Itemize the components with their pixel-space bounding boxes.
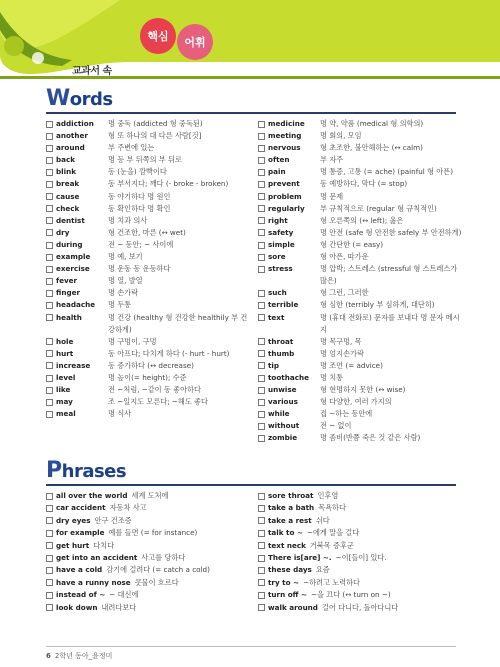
phrase-meaning: 안구 건조증 (94, 515, 132, 525)
word-term: addiction (56, 119, 94, 128)
word-term: dry (56, 227, 70, 237)
phrase-term: car accident (56, 503, 106, 513)
word-meaning: 형 다양한, 여러 가지의 (320, 397, 392, 407)
word-meaning: 명 치통 (320, 372, 344, 382)
phrase-meaning: 콧물이 흐르다 (134, 577, 179, 587)
phrase-meaning: 요즘 (315, 565, 330, 575)
word-term: medicine (268, 119, 305, 128)
word-meaning: 명 치과 의사 (108, 215, 148, 225)
checkbox-icon[interactable] (258, 555, 265, 562)
phrase-meaning: 거북목 증후군 (309, 540, 354, 550)
phrase-term: look down (56, 602, 98, 612)
word-meaning: 형 건조한, 마른 (↔ wet) (108, 227, 186, 237)
checkbox-icon[interactable] (46, 517, 53, 524)
phrase-entry (258, 552, 463, 564)
word-meaning: 형 현명하지 못한 (↔ wise) (320, 385, 406, 395)
word-entry (46, 142, 256, 154)
word-entry (46, 166, 256, 178)
word-entry (46, 118, 256, 130)
phrase-entry (46, 540, 251, 552)
word-entry (258, 432, 463, 444)
word-term: dentist (56, 215, 85, 225)
checkbox-icon[interactable] (46, 217, 53, 224)
word-term: cause (56, 191, 80, 201)
checkbox-icon[interactable] (258, 338, 265, 345)
word-term: back (56, 155, 76, 165)
word-term: sore (268, 252, 286, 262)
words-divider (46, 112, 456, 114)
word-meaning: 형 심한 (terribly 부 심하게, 대단히) (320, 300, 435, 310)
phrase-entry (46, 552, 251, 564)
word-entry (258, 360, 463, 372)
word-entry (258, 142, 463, 154)
word-meaning: 형 오른쪽의 (↔ left); 옳은 (320, 215, 404, 225)
phrase-term: have a runny nose (56, 577, 131, 587)
word-term: toothache (268, 372, 309, 382)
phrase-term: sore throat (268, 491, 314, 500)
word-term: unwise (268, 385, 297, 395)
checkbox-icon[interactable] (258, 169, 265, 176)
word-term: during (56, 239, 83, 249)
word-entry (46, 227, 256, 239)
phrase-term: turn off ~ (268, 590, 308, 600)
word-entry (258, 348, 463, 360)
word-meaning: 명 (휴대 전화로) 문자를 보내다 명 문자 메시지 (320, 312, 460, 334)
phrase-meaning: ~이[들이] 있다. (335, 553, 387, 563)
word-entry (258, 215, 463, 227)
word-meaning: 명 중독 (addicted 형 중독된) (108, 119, 203, 128)
word-term: text (268, 312, 285, 322)
checkbox-icon[interactable] (258, 387, 265, 394)
checkbox-icon[interactable] (46, 169, 53, 176)
phrase-term: instead of ~ (56, 590, 106, 600)
banner-label: 교과서 속 (72, 66, 112, 77)
phrase-term: take a rest (268, 515, 312, 525)
phrase-entry (258, 527, 463, 539)
word-meaning: 형 간단한 (= easy) (320, 239, 384, 249)
checkbox-icon[interactable] (46, 604, 53, 611)
word-entry (46, 360, 256, 372)
phrase-entry (46, 564, 251, 576)
word-entry (46, 299, 256, 311)
words-section-title: Words (46, 86, 113, 111)
phrase-meaning: 내려다보다 (101, 602, 137, 612)
phrase-entry (46, 490, 251, 502)
phrase-entry (258, 589, 463, 601)
word-meaning: 부 자주 (320, 155, 344, 165)
checkbox-icon[interactable] (46, 493, 53, 500)
word-entry (46, 178, 256, 190)
word-meaning: 조 ~일지도 모른다; ~해도 좋다 (108, 397, 208, 407)
word-entry (258, 287, 463, 299)
word-term: exercise (56, 264, 90, 274)
word-meaning: 명 식사 (108, 409, 132, 419)
checkbox-icon[interactable] (46, 399, 53, 406)
word-term: hurt (56, 348, 74, 358)
checkbox-icon[interactable] (258, 423, 265, 430)
checkbox-icon[interactable] (46, 411, 53, 418)
word-term: check (56, 203, 80, 213)
checkbox-icon[interactable] (258, 567, 265, 574)
phrase-entry (46, 527, 251, 539)
checkbox-icon[interactable] (46, 314, 53, 321)
word-entry (46, 215, 256, 227)
checkbox-icon[interactable] (46, 302, 53, 309)
checkbox-icon[interactable] (258, 290, 265, 297)
checkbox-icon[interactable] (258, 542, 265, 549)
checkbox-icon[interactable] (46, 193, 53, 200)
word-term: level (56, 372, 76, 382)
phrase-meaning: 세계 도처에 (131, 491, 169, 500)
word-term: safety (268, 227, 294, 237)
checkbox-icon[interactable] (258, 411, 265, 418)
checkbox-icon[interactable] (46, 375, 53, 382)
word-term: tip (268, 360, 280, 370)
checkbox-icon[interactable] (46, 266, 53, 273)
word-meaning: 명 조언 (= advice) (320, 360, 383, 370)
word-meaning: 명 건강 (healthy 형 건강한 healthily 부 건강하게) (108, 312, 248, 334)
phrase-term: these days (268, 565, 312, 575)
word-entry (46, 396, 256, 408)
checkbox-icon[interactable] (46, 229, 53, 236)
word-entry (258, 299, 463, 311)
phrase-meaning: 인후염 (317, 491, 339, 500)
phrase-term: have a cold (56, 565, 103, 575)
word-term: finger (56, 288, 81, 298)
phrases-section-title: Phrases (46, 458, 127, 483)
word-meaning: 명 두통 (108, 300, 132, 310)
checkbox-icon[interactable] (46, 542, 53, 549)
checkbox-icon[interactable] (258, 217, 265, 224)
word-entry (46, 372, 256, 384)
phrases-divider (46, 484, 456, 486)
checkbox-icon[interactable] (258, 592, 265, 599)
word-entry (258, 312, 463, 336)
checkbox-icon[interactable] (258, 242, 265, 249)
phrase-meaning: 목욕하다 (318, 503, 346, 513)
phrase-entry (258, 564, 463, 576)
phrase-term: for example (56, 528, 105, 538)
word-term: meeting (268, 131, 302, 141)
phrase-term: There is[are] ~. (268, 553, 332, 563)
checkbox-icon[interactable] (258, 205, 265, 212)
checkbox-icon[interactable] (46, 205, 53, 212)
word-meaning: 명 약, 약품 (medical 형 의학의) (320, 119, 424, 128)
word-term: pain (268, 167, 286, 177)
word-entry (258, 420, 463, 432)
checkbox-icon[interactable] (258, 604, 265, 611)
word-term: terrible (268, 300, 299, 310)
checkbox-icon[interactable] (46, 592, 53, 599)
phrase-entry (258, 577, 463, 589)
word-meaning: 명 구멍이, 구멍 (108, 336, 157, 346)
word-meaning: 명 등 부 뒤쪽의 부 뒤로 (108, 155, 182, 165)
word-meaning: 동 확인하다 명 확인 (108, 203, 171, 213)
phrase-term: get hurt (56, 540, 90, 550)
word-term: nervous (268, 143, 301, 153)
banner-circle-vocab: 어휘 (177, 24, 213, 60)
word-meaning: 형 또 하나의 대 다른 사람[것] (108, 131, 202, 141)
word-entry (46, 263, 256, 275)
phrase-entry (258, 502, 463, 514)
word-meaning: 동 예방하다, 막다 (= stop) (320, 179, 408, 189)
word-meaning: 명 문제 (320, 191, 344, 201)
phrase-term: text neck (268, 540, 306, 550)
word-term: simple (268, 239, 295, 249)
word-meaning: 형 아픈, 따가운 (320, 252, 369, 262)
word-term: stress (268, 264, 293, 274)
word-meaning: 동 부서지다; 깨다 (- broke - broken) (108, 179, 229, 189)
word-term: meal (56, 409, 76, 419)
word-entry (258, 154, 463, 166)
word-entry (46, 130, 256, 142)
checkbox-icon[interactable] (258, 254, 265, 261)
word-entry (46, 312, 256, 336)
word-entry (258, 178, 463, 190)
word-meaning: 명 엄지손가락 (320, 348, 364, 358)
phrase-term: take a bath (268, 503, 315, 513)
checkbox-icon[interactable] (258, 350, 265, 357)
word-term: fever (56, 276, 78, 286)
phrase-entry (258, 490, 463, 502)
checkbox-icon[interactable] (46, 350, 53, 357)
word-meaning: 명 통증, 고통 (= ache) (painful 형 아픈) (320, 167, 453, 177)
word-entry (258, 384, 463, 396)
checkbox-icon[interactable] (258, 181, 265, 188)
checkbox-icon[interactable] (258, 133, 265, 140)
word-meaning: 명 압박; 스트레스 (stressful 형 스트레스가 많은) (320, 264, 458, 286)
word-meaning: 형 초조한, 불안해하는 (↔ calm) (320, 143, 423, 153)
checkbox-icon[interactable] (46, 278, 53, 285)
word-term: increase (56, 360, 91, 370)
word-entry (46, 336, 256, 348)
footer (46, 651, 112, 661)
word-term: around (56, 143, 85, 153)
word-term: right (268, 215, 288, 225)
word-meaning: 전 ~ 동안; ~ 사이에 (108, 239, 174, 249)
word-entry (46, 191, 256, 203)
word-entry (258, 396, 463, 408)
phrase-entry (258, 540, 463, 552)
word-entry (46, 348, 256, 360)
word-term: zombie (268, 433, 298, 443)
banner-circle-core: 핵심 (140, 18, 176, 54)
phrase-entry (46, 602, 251, 614)
word-term: without (268, 421, 300, 431)
word-term: break (56, 179, 80, 189)
phrase-entry (46, 589, 251, 601)
phrase-entry (258, 515, 463, 527)
word-meaning: 명 손가락 (108, 288, 139, 298)
word-term: prevent (268, 179, 300, 189)
word-term: thumb (268, 348, 295, 358)
word-entry (46, 287, 256, 299)
checkbox-icon[interactable] (258, 121, 265, 128)
word-entry (258, 251, 463, 263)
checkbox-icon[interactable] (46, 181, 53, 188)
checkbox-icon[interactable] (46, 579, 53, 586)
page-number: 6 (46, 652, 51, 660)
word-meaning: 형 그런, 그러한 (320, 288, 369, 298)
word-entry (46, 275, 256, 287)
phrase-meaning: 감기에 걸려다 (= catch a cold) (106, 565, 210, 575)
word-meaning: 명 운동 동 운동하다 (108, 264, 171, 274)
phrases-list-right (258, 490, 463, 614)
word-entry (258, 336, 463, 348)
word-meaning: 부 규칙적으로 (regular 형 규칙적인) (320, 203, 437, 213)
footer-divider (46, 646, 456, 647)
checkbox-icon[interactable] (46, 290, 53, 297)
checkbox-icon[interactable] (258, 229, 265, 236)
word-meaning: 명 좀비(반쯤 죽은 것 같은 사람) (320, 433, 421, 443)
phrase-entry (258, 602, 463, 614)
word-entry (258, 191, 463, 203)
word-term: health (56, 312, 82, 322)
word-term: blink (56, 167, 76, 177)
word-meaning: 부 주변에 있는 (108, 143, 155, 153)
checkbox-icon[interactable] (258, 314, 265, 321)
word-term: throat (268, 336, 294, 346)
word-term: often (268, 155, 290, 165)
phrase-term: dry eyes (56, 515, 91, 525)
checkbox-icon[interactable] (46, 505, 53, 512)
footer-text: 2학년 동아_윤정미 (54, 652, 113, 660)
word-entry (258, 408, 463, 420)
phrase-entry (46, 577, 251, 589)
checkbox-icon[interactable] (258, 266, 265, 273)
word-entry (258, 166, 463, 178)
checkbox-icon[interactable] (46, 145, 53, 152)
word-meaning: 동 (눈을) 깜빡이다 (108, 167, 167, 177)
phrase-term: talk to ~ (268, 528, 303, 538)
word-meaning: 접 ~하는 동안에 (320, 409, 373, 419)
word-entry (258, 227, 463, 239)
word-entry (46, 251, 256, 263)
word-meaning: 전 ~ 없이 (320, 421, 352, 431)
checkbox-icon[interactable] (258, 517, 265, 524)
checkbox-icon[interactable] (258, 435, 265, 442)
word-meaning: 명 회의, 모임 (320, 131, 362, 141)
checkbox-icon[interactable] (46, 387, 53, 394)
word-term: may (56, 397, 73, 407)
checkbox-icon[interactable] (46, 133, 53, 140)
word-meaning: 동 증가하다 (↔ decrease) (108, 360, 194, 370)
words-list-left (46, 118, 256, 420)
word-term: example (56, 252, 91, 262)
word-entry (46, 239, 256, 251)
phrase-meaning: 다치다 (93, 540, 115, 550)
checkbox-icon[interactable] (258, 399, 265, 406)
word-term: regularly (268, 203, 305, 213)
word-meaning: 동 아프다; 다치게 하다 (- hurt - hurt) (108, 348, 230, 358)
word-term: like (56, 385, 71, 395)
word-meaning: 명 안전 (safe 형 안전한 safely 부 안전하게) (320, 227, 462, 237)
checkbox-icon[interactable] (258, 530, 265, 537)
phrase-meaning: ~ 대신에 (109, 590, 139, 600)
phrase-entry (46, 502, 251, 514)
checkbox-icon[interactable] (258, 193, 265, 200)
words-list-right (258, 118, 463, 445)
checkbox-icon[interactable] (258, 302, 265, 309)
checkbox-icon[interactable] (46, 567, 53, 574)
word-entry (46, 408, 256, 420)
phrase-term: walk around (268, 602, 318, 612)
checkbox-icon[interactable] (46, 121, 53, 128)
word-term: while (268, 409, 290, 419)
checkbox-icon[interactable] (258, 505, 265, 512)
word-term: problem (268, 191, 302, 201)
word-entry (46, 154, 256, 166)
word-entry (258, 239, 463, 251)
phrase-term: all over the world (56, 491, 128, 500)
word-meaning: 명 목구멍, 목 (320, 336, 362, 346)
word-meaning: 명 예, 보기 (108, 252, 143, 262)
phrase-meaning: 쉬다 (315, 515, 330, 525)
checkbox-icon[interactable] (258, 579, 265, 586)
checkbox-icon[interactable] (46, 254, 53, 261)
checkbox-icon[interactable] (258, 375, 265, 382)
checkbox-icon[interactable] (258, 493, 265, 500)
word-entry (258, 372, 463, 384)
checkbox-icon[interactable] (46, 157, 53, 164)
checkbox-icon[interactable] (46, 362, 53, 369)
checkbox-icon[interactable] (46, 555, 53, 562)
word-entry (46, 203, 256, 215)
phrase-entry (46, 515, 251, 527)
word-meaning: 전 ~처럼, ~같이 동 좋아하다 (108, 385, 201, 395)
word-term: such (268, 288, 287, 298)
phrase-meaning: 사고를 당하다 (141, 553, 186, 563)
phrase-meaning: ~에게 말을 걸다 (306, 528, 360, 538)
word-entry (258, 118, 463, 130)
checkbox-icon[interactable] (258, 145, 265, 152)
phrase-term: get into an accident (56, 553, 138, 563)
word-term: various (268, 397, 298, 407)
checkbox-icon[interactable] (46, 242, 53, 249)
word-term: headache (56, 300, 96, 310)
word-entry (258, 263, 463, 287)
word-entry (46, 384, 256, 396)
word-meaning: 명 높이(= height); 수준 (108, 372, 187, 382)
checkbox-icon[interactable] (46, 530, 53, 537)
phrase-meaning: ~하려고 노력하다 (303, 577, 360, 587)
phrase-meaning: 예를 들면 (= for instance) (108, 528, 198, 538)
word-term: another (56, 131, 88, 141)
phrase-meaning: ~을 끄다 (↔ turn on ~) (311, 590, 391, 600)
word-term: hole (56, 336, 74, 346)
phrases-list-left (46, 490, 251, 614)
checkbox-icon[interactable] (258, 362, 265, 369)
checkbox-icon[interactable] (258, 157, 265, 164)
phrase-term: try to ~ (268, 577, 300, 587)
word-meaning: 명 열, 발열 (108, 276, 143, 286)
phrase-meaning: 자동차 사고 (109, 503, 147, 513)
phrase-meaning: 걸어 다니다, 돌아다니다 (321, 602, 399, 612)
word-entry (258, 130, 463, 142)
checkbox-icon[interactable] (46, 338, 53, 345)
word-entry (258, 203, 463, 215)
word-meaning: 동 야기하다 명 원인 (108, 191, 171, 201)
